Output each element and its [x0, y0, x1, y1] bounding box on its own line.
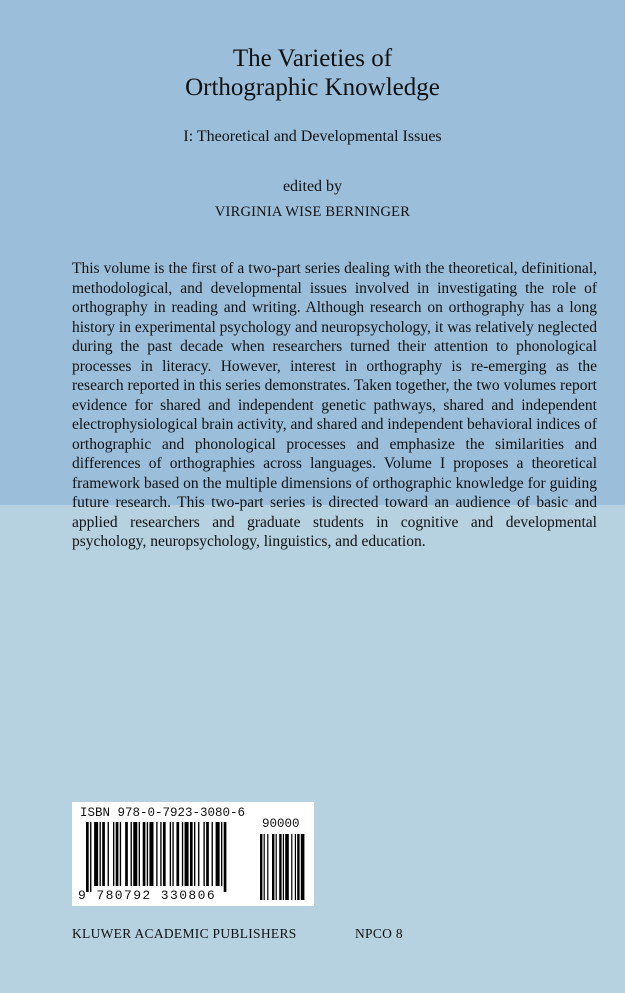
- addon-bar: [283, 834, 284, 900]
- barcode-bar: [131, 822, 132, 886]
- book-subtitle: I: Theoretical and Developmental Issues: [183, 128, 442, 145]
- barcode-bar: [113, 822, 114, 886]
- barcode-bar: [102, 822, 105, 886]
- barcode-bar: [176, 822, 179, 886]
- barcode-bar: [156, 822, 157, 886]
- barcode-bar: [149, 822, 153, 886]
- barcode-bar: [94, 822, 98, 886]
- barcode-bar: [224, 822, 227, 892]
- barcode-bar: [133, 822, 137, 886]
- cover-bottom-band: [0, 505, 625, 993]
- barcode-bar: [172, 822, 173, 886]
- addon-bar: [291, 834, 292, 900]
- addon-bar: [267, 834, 268, 900]
- publisher-name: KLUWER ACADEMIC PUBLISHERS: [72, 926, 297, 941]
- book-title: [0, 44, 625, 102]
- book-title-line-1: The Varieties of: [232, 45, 393, 72]
- barcode-bar: [147, 822, 148, 886]
- price-addon-code: 90000: [262, 817, 300, 831]
- barcode-bar: [116, 822, 119, 886]
- barcode-bar: [163, 822, 166, 886]
- barcode-bar: [203, 822, 204, 886]
- barcode-number: 9 780792 330806: [78, 888, 217, 903]
- addon-bar: [285, 834, 289, 900]
- barcode-bar: [194, 822, 195, 886]
- addon-bar: [276, 834, 277, 900]
- barcode-bar: [170, 822, 171, 886]
- isbn-text: ISBN 978-0-7923-3080-6: [80, 806, 246, 820]
- barcode-bar: [190, 822, 193, 886]
- barcode-bar: [216, 822, 220, 886]
- barcode-bar: [139, 822, 140, 886]
- edited-by-label: edited by: [282, 178, 343, 195]
- isbn-barcode: [72, 802, 314, 906]
- series-code: NPCO 8: [355, 926, 403, 941]
- addon-bar: [301, 834, 305, 900]
- barcode-bar: [100, 822, 101, 886]
- barcode-bar: [221, 822, 222, 886]
- barcode-bar: [212, 822, 213, 886]
- barcode-bar: [182, 822, 183, 886]
- barcode-bar: [198, 822, 199, 886]
- addon-bar: [272, 834, 274, 900]
- barcode-bar: [143, 822, 146, 886]
- book-description: This volume is the first of a two-part series dealing with the theoretical, definitional, methodological, and developmental issues involved in investigating the role of orthography in reading and writing. Although research on orthography has a long history in experimental psychology and neuropsychology, it was relatively neglected during the past decade when researchers turned their attention to phonological processes in literacy. However, interest in orthography is re-emerging as the research reported in this series demonstrates. Taken together, the two volumes report evidence for shared and independent genetic pathways, shared and independent electrophysiological brain activity, and shared and independent behavioral indices of orthographic and phonological processes and emphasize the similarities and differences of orthographies across languages. Volume I proposes a theoretical framework based on the multiple dimensions of orthographic knowledge for guiding future research. This two-part series is directed toward an audience of basic and applied researchers and graduate students in cognitive and developmental psychology, neuropsychology, linguistics, and education.: [72, 260, 597, 550]
- barcode-bar: [90, 822, 91, 892]
- addon-bar: [297, 834, 299, 900]
- barcode-bar: [160, 822, 161, 886]
- addon-bar: [295, 834, 296, 900]
- barcode-bar: [206, 822, 209, 886]
- addon-bar: [260, 834, 262, 900]
- addon-bar: [279, 834, 281, 900]
- barcode-bar: [125, 822, 128, 886]
- barcode-bar: [185, 822, 189, 886]
- barcode-bar: [108, 822, 109, 886]
- barcode-bar: [120, 822, 121, 886]
- addon-bar: [264, 834, 265, 900]
- barcode-bar: [86, 822, 89, 892]
- editor-name: VIRGINIA WISE BERNINGER: [214, 204, 411, 220]
- book-title-line-2: Orthographic Knowledge: [185, 74, 440, 101]
